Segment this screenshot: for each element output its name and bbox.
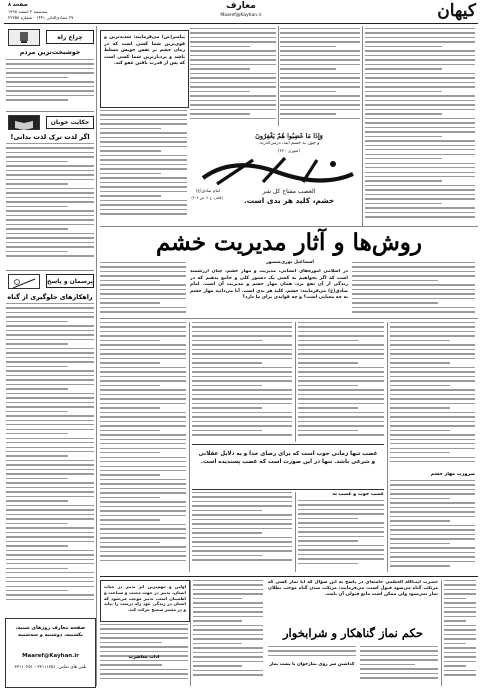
bottom-article-right-text [444,580,476,686]
column-divider-7 [190,580,191,686]
sidebar-rule-2 [6,270,94,271]
masthead-rule [4,23,478,24]
question-mark-icon [8,274,40,289]
column-divider-3 [387,322,388,572]
bottom-headline: حکم نماز گناهکار و شرابخوار [283,626,423,640]
column-divider-6 [295,492,296,572]
verse-text: وَإِذَا مَا غَضِبُوا هُمْ يَغْفِرُونَ [255,132,323,140]
lead-rule [100,318,478,319]
column-divider-2 [278,26,279,126]
body-col-3b [192,492,292,572]
sidebar-text-3 [6,303,94,613]
page-label: صفحه ۸ [8,2,28,8]
verse-translation: و چون به خشم آیند، درمی‌گذرند. [258,141,320,146]
hadith-source: امام صادق(ع) [195,188,221,193]
footer-phone: تلفن های تماس: ۳۳۱۱۱۳۵۱ - ۳۳۱۱۰۲۵۱ [14,665,87,670]
footer-email[interactable]: Maaref@Kayhan.ir [22,653,79,659]
lead-left-text [100,262,186,316]
body-col-1b [390,480,475,572]
lead-side-text [352,262,475,316]
calligraphy-artwork [193,154,361,188]
masthead-logo[interactable]: کیهان [437,1,476,21]
sidebar-text-1 [6,59,94,109]
sidebar-title-1: خوشبخت‌ترین مردم [19,49,81,56]
column-divider-8 [441,580,442,686]
intro-text-right [365,28,475,228]
bottom-intro: حضرت آیت‌الله العظمی خامنه‌ای در پاسخ به این سؤال که آیا نماز کسی که مرتکب گناه می‌شود قبول است، می‌فرمایند: مرتکب شدن گناه موجب بطلان نماز نمی‌شود ولی ممکن است مانع قبولی آن باشد. [268,580,438,598]
body-col-2b [298,500,384,572]
sidebar-tag-2: حکایت خوبان [46,116,94,129]
bottom-note-title: گذاشتن سر روی نمازخوان یا پشت نماز [269,662,355,667]
bottom-col-b-title: آداب معاشرت [128,655,160,660]
bottom-col-mid [193,580,263,686]
section-title: معارف [226,1,256,11]
main-lead: در اسلامی آموزه‌های انسانی، مدیریت و مهار خشم، چنان ارزشمند است که اگر بخواهیم به کسی یک دستور کلی و جامع بدهیم که در زندگی از آن نفع برد، همان مهار خشم و مدیریت آن است. امام صادق(ع) می‌فرمایند: خشم، کلید هر بدی است. آیا می‌دانید مهار خشم به چه معنایی است؟ و چه فوایدی برای ما دارد؟ [190,269,348,301]
quote-box-continuation [100,110,187,222]
sidebar-text-2 [6,143,94,267]
sidebar-title-2: اگر لذت ترک لذت بدانی! [10,133,90,141]
bottom-box-a [100,580,190,622]
hadith-source-ref: (کافی، ج ۲، ص ۳۰۳) [191,196,223,200]
side-heading-2: غضب خوب و غضب بد [332,492,384,497]
quote-box [100,30,189,108]
footer-line-1: صفحه معارف روزهای شنبه، یکشنبه، دوشنبه و سه‌شنبه [15,625,86,638]
sidebar-title-3: راهکارهای جلوگیری از گناه [7,293,93,301]
bottom-article-text-1 [360,646,438,686]
footer-box [5,618,96,688]
book-icon [8,115,40,130]
side-heading-1: ضرورت مهار خشم [430,472,475,477]
column-divider-4 [295,322,296,442]
sidebar-divider [96,26,97,686]
body-col-3 [192,322,292,442]
author-name: اسماعیل نوری‌منصور [266,260,314,265]
hadith-text: الغضب مفتاح كل شر [262,188,316,195]
site-url[interactable]: Maaref@Kayhan.ir [220,13,262,18]
calligraphy-panel [193,130,361,218]
body-col-4 [100,322,186,572]
masthead [0,0,482,24]
bottom-article-text-2 [268,646,356,660]
pull-quote [192,444,384,490]
bottom-rule [100,576,478,577]
date-line: سه‌شنبه ۲ اسفند ۱۳۹۸ [8,9,48,14]
sidebar-rule-1 [6,111,94,112]
hadith-caption: خشم، کلید هر بدی است. [243,196,335,205]
verse-reference: (شوری - ۳۷) [278,148,300,153]
body-col-2 [298,322,384,442]
bottom-box-a-text: اولین و مهم‌ترین اثر تدبیر در حیات انسان، تدبیر در جهت محبت و شناخت و اطمینان است. تدبیر موجب می‌شود که انسان در زندگی خود راه درست را بیابد و در مسیر صحیح حرکت کند. [104,584,186,613]
main-headline: روش‌ها و آثار مدیریت خشم [156,229,422,256]
intro-text-mid-right [280,28,360,128]
intro-text-mid [190,28,276,128]
pull-quote-text: غضب تنها زمانی خوب است که برای رضای خدا و به دلایل عقلانی و شرعی باشد. تنها در این صورت است که غضب پسندیده است. [198,451,378,465]
issue-line: ۲۷ جمادی‌الثانی ۱۴۴۱ - شماره ۲۲۳۵۸ [8,15,74,20]
column-divider-5 [189,322,190,572]
sidebar-tag-1: چراغ راه [46,30,94,44]
lamp-icon [8,29,40,46]
body-col-1 [390,322,475,472]
sidebar-tag-3: پرسمان و پاسخ [46,274,94,288]
quote-box-text: پیامبر(ص) می‌فرمایند: شدیدترین و قوی‌ترین شما کسی است که در زمان خشم بر نفس خویش مسلط باشد و بردبارترین شما کسی است که پس از قدرت یافتن عفو کند. [104,35,185,66]
column-divider-1 [362,26,363,226]
